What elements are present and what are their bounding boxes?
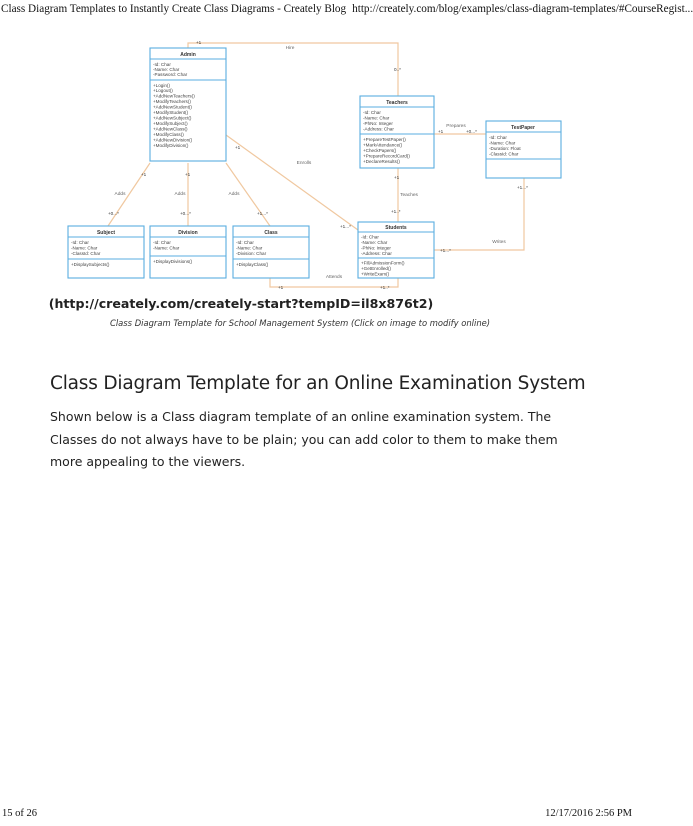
class-subject[interactable] bbox=[68, 226, 144, 278]
relation-prepares-label: Prepares bbox=[446, 124, 466, 129]
class-subject-name: Subject bbox=[96, 230, 116, 236]
attr: -Id: Char bbox=[153, 62, 171, 67]
attr: -Id: Char bbox=[153, 240, 171, 245]
relation-adds-label: Adds bbox=[228, 192, 240, 197]
multiplicity-label: +1 bbox=[141, 172, 147, 177]
multiplicity-label: 0..* bbox=[394, 67, 401, 72]
method: +DisplaySubjects() bbox=[71, 262, 110, 267]
attr: -Name: Char bbox=[153, 245, 180, 251]
method: +ModifyTeachers() bbox=[153, 99, 191, 104]
page-url: http://creately.com/blog/examples/class-diagram-templates/#CourseRegist... bbox=[352, 3, 693, 15]
attr: -Name: Char bbox=[236, 245, 263, 251]
attr: -Name: Char bbox=[363, 115, 390, 121]
attr: -Address: Char bbox=[363, 126, 394, 132]
page-title: Class Diagram Templates to Instantly Create Class Diagrams - Creately Blog bbox=[1, 3, 347, 15]
relation-adds-label: Adds bbox=[174, 192, 186, 197]
template-link-text[interactable]: (http://creately.com/creately-start?tempID=il8x876t2) bbox=[48, 296, 434, 311]
class-testpaper[interactable] bbox=[486, 121, 561, 178]
multiplicity-label: +1 bbox=[185, 172, 191, 177]
multiplicity-label: +0...* bbox=[108, 211, 119, 216]
attr: -Name: Char bbox=[153, 67, 180, 72]
method: +AddNewTeachers() bbox=[153, 93, 195, 99]
multiplicity-label: +1 bbox=[196, 40, 202, 45]
method: +Login() bbox=[153, 83, 170, 88]
method: +DeclareResults() bbox=[363, 159, 400, 164]
print-datetime: 12/17/2016 2:56 PM bbox=[545, 808, 632, 819]
section-heading: Class Diagram Template for an Online Examination System bbox=[50, 373, 586, 394]
relation-attends-label: Attends bbox=[325, 275, 343, 280]
class-class-name: Class bbox=[264, 230, 278, 236]
relation-teaches-label: Teaches bbox=[400, 193, 418, 198]
attr: -Id: Char bbox=[361, 234, 379, 240]
class-students[interactable] bbox=[358, 222, 434, 278]
attr: -Address: Char bbox=[361, 251, 392, 256]
multiplicity-label: +0...* bbox=[180, 211, 191, 216]
relation-writes-label: Writes bbox=[492, 240, 506, 245]
attr: -Name: Char bbox=[489, 140, 516, 146]
method: +GetEnrolled() bbox=[361, 266, 392, 271]
method: +MarkAttendance() bbox=[363, 142, 403, 148]
method: +ModifyDivision() bbox=[153, 143, 189, 148]
relation-hire-label: Hire bbox=[285, 46, 295, 51]
class-students-name: Students bbox=[385, 225, 407, 231]
class-admin[interactable] bbox=[150, 48, 226, 161]
attr: -Duration: Float bbox=[489, 146, 521, 151]
class-division[interactable] bbox=[150, 226, 226, 278]
method: +ModifySubject() bbox=[153, 121, 188, 126]
method: +ModifyClass() bbox=[153, 132, 184, 137]
multiplicity-label: +1...* bbox=[340, 224, 351, 229]
multiplicity-label: +1..* bbox=[380, 285, 390, 290]
method: +FillAdmissionForm() bbox=[361, 260, 405, 266]
class-class[interactable] bbox=[233, 226, 309, 278]
class-admin-name: Admin bbox=[180, 52, 196, 58]
attr: -Id: Char bbox=[363, 110, 381, 115]
multiplicity-label: +1 bbox=[235, 145, 241, 150]
method: +ModifyStudent() bbox=[153, 110, 189, 115]
writes-line bbox=[434, 178, 524, 250]
multiplicity-label: +1...* bbox=[257, 211, 268, 216]
class-division-name: Division bbox=[178, 230, 198, 236]
multiplicity-label: +1...* bbox=[517, 185, 528, 190]
method: +PrepareRecordCard() bbox=[363, 153, 410, 159]
method: +DisplayClass() bbox=[236, 262, 269, 267]
attr: -Name: Char bbox=[71, 245, 98, 251]
class-testpaper-name: TestPaper bbox=[511, 125, 535, 131]
multiplicity-label: +1..* bbox=[391, 209, 401, 214]
attr: -PhNo: Integer bbox=[361, 245, 391, 251]
attr: -Id: Char bbox=[71, 240, 89, 245]
multiplicity-label: +0...* bbox=[466, 129, 477, 134]
relation-enrolls-label: Enrolls bbox=[296, 161, 312, 166]
attr: -ClassId: Char bbox=[71, 251, 101, 256]
page-number: 15 of 26 bbox=[2, 808, 37, 819]
method: +AddNewSubject() bbox=[153, 115, 192, 121]
method: +DisplayDivisions() bbox=[153, 259, 193, 264]
multiplicity-label: +1 bbox=[278, 285, 284, 290]
method: +Logout() bbox=[153, 88, 173, 93]
attr: -Division: Char bbox=[236, 251, 267, 256]
section-paragraph: Shown below is a Class diagram template of an online examination system. The Classes do not always have to be plain; you can add color to them to make them more appealing to the viewers. bbox=[50, 409, 558, 469]
class-diagram[interactable] bbox=[0, 0, 638, 300]
method: +CheckPapers() bbox=[363, 148, 397, 153]
class-teachers[interactable] bbox=[360, 96, 434, 168]
method: +PrepareTestPaper() bbox=[363, 137, 406, 142]
attr: -ClassId: Char bbox=[489, 151, 519, 157]
multiplicity-label: +1 bbox=[438, 129, 444, 134]
method: +AddNewClass() bbox=[153, 126, 188, 132]
relation-adds-label: Adds bbox=[114, 192, 126, 197]
attr: -PhNo: Integer bbox=[363, 121, 393, 126]
attr: -Id: Char bbox=[236, 240, 254, 245]
method: +AddNewDivision() bbox=[153, 137, 193, 143]
method: +AddNewStudent() bbox=[153, 104, 192, 110]
multiplicity-label: +1...* bbox=[440, 248, 451, 253]
diagram-caption: Class Diagram Template for School Management System (Click on image to modify online) bbox=[110, 318, 491, 328]
method: +WriteExam() bbox=[361, 271, 390, 277]
attr: -Id: Char bbox=[489, 135, 507, 140]
multiplicity-label: +1 bbox=[394, 175, 400, 180]
attr: -Password: Char bbox=[153, 72, 188, 77]
enrolls-line bbox=[226, 135, 358, 230]
template-link[interactable] bbox=[0, 296, 638, 311]
attr: -Name: Char bbox=[361, 240, 388, 245]
class-teachers-name: Teachers bbox=[386, 100, 408, 106]
